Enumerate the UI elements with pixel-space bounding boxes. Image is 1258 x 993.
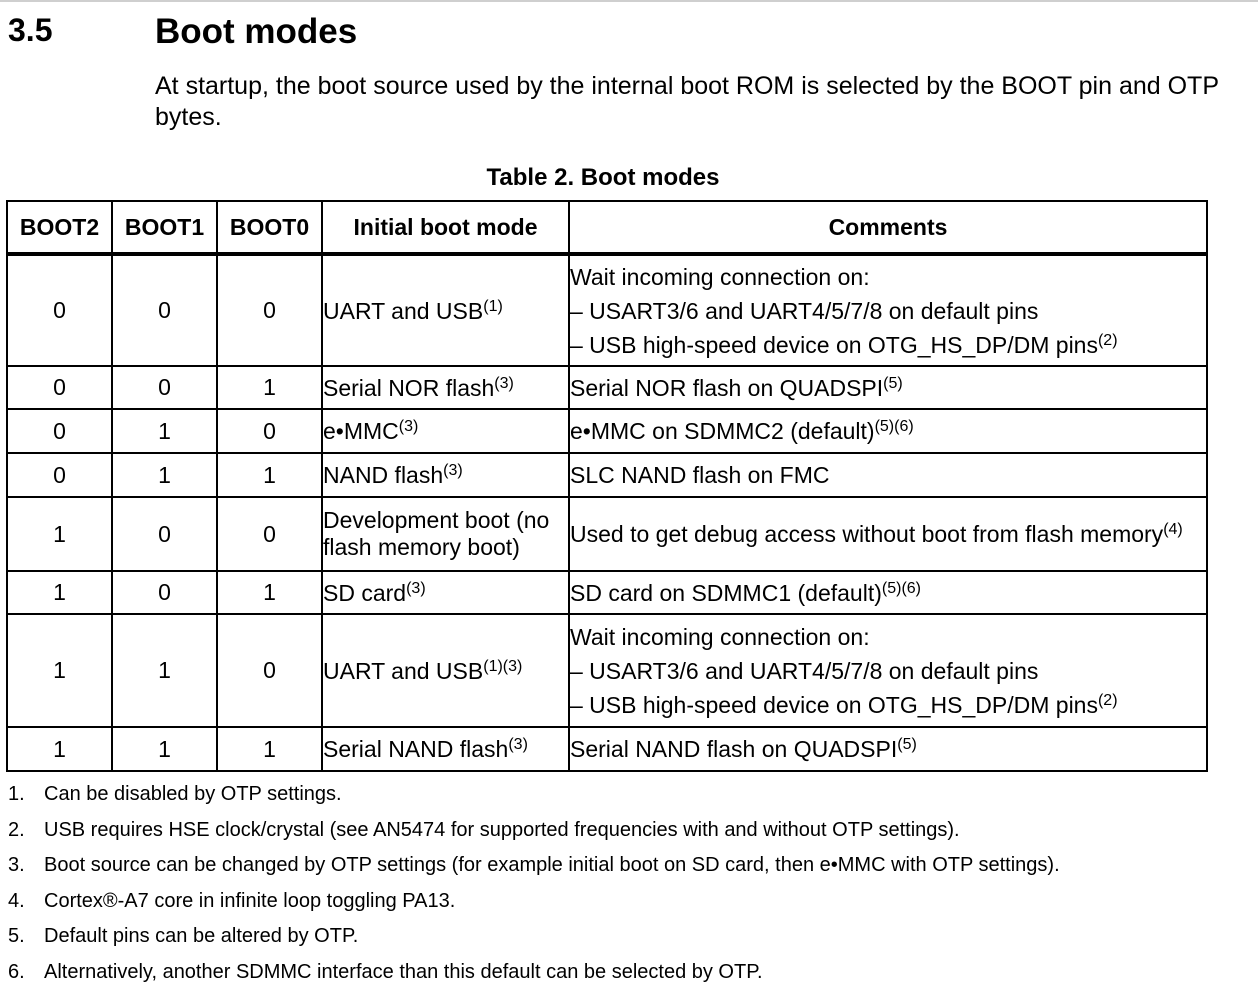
boot-2-cell: 1 — [7, 727, 112, 771]
comment-cell — [569, 497, 1207, 571]
boot-0-cell: 1 — [217, 727, 322, 771]
footnote-ref: (1)(3) — [483, 657, 523, 675]
comment-text: – USB high-speed device on OTG_HS_DP/DM pins — [570, 331, 1098, 358]
footnote-text: Cortex®-A7 core in infinite loop toggling PA13. — [44, 889, 456, 912]
comment-text: SLC NAND flash on FMC — [570, 462, 830, 488]
table-header-row — [7, 201, 1207, 254]
boot-mode-text: UART and USB — [323, 657, 484, 684]
footnote-ref: (5)(6) — [881, 579, 921, 597]
boot-0-cell: 1 — [217, 366, 322, 409]
footnote-ref: (3) — [406, 579, 426, 597]
comment-line — [570, 260, 1206, 294]
header-initial-boot-mode: Initial boot mode — [322, 201, 569, 254]
header-boot2: BOOT2 — [7, 201, 112, 254]
footnote-text: Default pins can be altered by OTP. — [44, 925, 359, 947]
table-caption: Table 2. Boot modes — [486, 164, 720, 191]
boot-0-cell: 1 — [217, 453, 322, 497]
footnote-number: 2. — [8, 818, 25, 841]
footnote-text: USB requires HSE clock/crystal (see AN5474 for supported frequencies with and without OTP settings). — [44, 818, 960, 841]
footnote — [8, 813, 1248, 849]
table-row — [7, 497, 1207, 571]
table-row — [7, 453, 1207, 497]
comment-line — [570, 414, 1206, 448]
boot-1-cell: 0 — [112, 571, 217, 614]
comment-line — [570, 294, 1206, 328]
comment-line — [570, 458, 1206, 492]
footnote-ref: (3) — [398, 418, 419, 435]
boot-mode-text: Development boot (no flash memory boot) — [323, 507, 550, 560]
comment-text: Wait incoming connection on: — [570, 263, 870, 290]
table-row — [7, 254, 1207, 366]
footnote-text: Alternatively, another SDMMC interface than this default can be selected by OTP. — [44, 960, 763, 983]
footnote-number: 6. — [8, 960, 25, 983]
footnotes — [8, 777, 1248, 990]
footnote-number: 3. — [8, 854, 25, 876]
footnote-ref: (5)(6) — [874, 418, 914, 435]
comment-text: Used to get debug access without boot from flash memory — [570, 521, 1164, 547]
footnote-number: 1. — [8, 783, 25, 805]
boot-1-cell: 1 — [112, 614, 217, 727]
boot-1-cell: 1 — [112, 727, 217, 771]
comment-line — [570, 654, 1206, 688]
footnote-text: Boot source can be changed by OTP settings (for example initial boot on SD card, then e•MMC with OTP settings). — [44, 854, 1060, 876]
footnote-ref: (3) — [443, 462, 463, 479]
section-title: Boot modes — [155, 12, 358, 51]
footnote-number: 5. — [8, 925, 25, 947]
comment-line — [570, 517, 1206, 551]
footnote-text: Can be disabled by OTP settings. — [44, 783, 342, 805]
footnote-number: 4. — [8, 889, 25, 912]
intro-paragraph: At startup, the boot source used by the internal boot ROM is selected by the BOOT pin and OTP bytes. — [155, 72, 1219, 131]
boot-mode-cell — [322, 727, 569, 771]
comment-line — [570, 328, 1206, 362]
boot-mode-cell — [322, 453, 569, 497]
boot-mode-cell — [322, 409, 569, 453]
footnote-ref: (5) — [897, 736, 917, 753]
footnote — [8, 884, 1248, 920]
table-row — [7, 727, 1207, 771]
boot-mode-cell — [322, 571, 569, 614]
boot-0-cell: 1 — [217, 571, 322, 614]
boot-2-cell: 0 — [7, 366, 112, 409]
boot-2-cell: 0 — [7, 254, 112, 366]
boot-1-cell: 0 — [112, 254, 217, 366]
boot-mode-cell — [322, 254, 569, 366]
section-number: 3.5 — [8, 12, 53, 48]
footnote-ref: (2) — [1097, 331, 1118, 349]
boot-mode-text: UART and USB — [323, 297, 484, 324]
comment-cell — [569, 254, 1207, 366]
table-row — [7, 614, 1207, 727]
comment-text: SD card on SDMMC1 (default) — [570, 579, 882, 606]
header-boot1: BOOT1 — [112, 201, 217, 254]
boot-1-cell: 0 — [112, 366, 217, 409]
boot-2-cell: 1 — [7, 614, 112, 727]
footnote — [8, 919, 1248, 955]
boot-2-cell: 0 — [7, 453, 112, 497]
comment-text: Wait incoming connection on: — [570, 623, 870, 650]
boot-0-cell: 0 — [217, 614, 322, 727]
footnote-ref: (5) — [883, 374, 903, 392]
header-boot0: BOOT0 — [217, 201, 322, 254]
boot-mode-text: e•MMC — [323, 418, 399, 444]
footnote — [8, 777, 1248, 813]
comment-text: – USB high-speed device on OTG_HS_DP/DM pins — [570, 691, 1098, 718]
footnote-ref: (2) — [1097, 691, 1118, 709]
boot-mode-cell — [322, 497, 569, 571]
comment-line — [570, 688, 1206, 722]
comment-line — [570, 620, 1206, 654]
boot-modes-table — [6, 200, 1208, 772]
footnote-ref: (3) — [494, 374, 514, 392]
boot-mode-text: Serial NOR flash — [323, 374, 495, 401]
boot-1-cell: 1 — [112, 409, 217, 453]
comment-cell — [569, 409, 1207, 453]
top-rule — [0, 0, 1258, 2]
boot-mode-cell — [322, 614, 569, 727]
comment-text: Serial NOR flash on QUADSPI — [570, 374, 884, 401]
boot-2-cell: 0 — [7, 409, 112, 453]
table-row — [7, 571, 1207, 614]
boot-1-cell: 1 — [112, 453, 217, 497]
boot-0-cell: 0 — [217, 409, 322, 453]
table-row — [7, 409, 1207, 453]
boot-0-cell: 0 — [217, 254, 322, 366]
boot-2-cell: 1 — [7, 571, 112, 614]
comment-line — [570, 371, 1206, 405]
footnote — [8, 955, 1248, 991]
footnote — [8, 848, 1248, 884]
comment-cell — [569, 614, 1207, 727]
comment-text: – USART3/6 and UART4/5/7/8 on default pins — [570, 657, 1039, 684]
footnote-ref: (1) — [483, 297, 503, 315]
comment-cell — [569, 571, 1207, 614]
table-row — [7, 366, 1207, 409]
boot-1-cell: 0 — [112, 497, 217, 571]
comment-cell — [569, 453, 1207, 497]
comment-line — [570, 732, 1206, 766]
footnote-ref: (4) — [1163, 521, 1183, 538]
comment-text: – USART3/6 and UART4/5/7/8 on default pins — [570, 297, 1039, 324]
footnote-ref: (3) — [508, 736, 528, 753]
boot-mode-text: NAND flash — [323, 462, 444, 488]
boot-0-cell: 0 — [217, 497, 322, 571]
comment-line — [570, 576, 1206, 610]
comment-cell — [569, 727, 1207, 771]
boot-mode-cell — [322, 366, 569, 409]
comment-cell — [569, 366, 1207, 409]
boot-2-cell: 1 — [7, 497, 112, 571]
boot-mode-text: SD card — [323, 579, 407, 606]
comment-text: Serial NAND flash on QUADSPI — [570, 736, 898, 762]
comment-text: e•MMC on SDMMC2 (default) — [570, 418, 875, 444]
header-comments: Comments — [569, 201, 1207, 254]
boot-mode-text: Serial NAND flash — [323, 736, 509, 762]
